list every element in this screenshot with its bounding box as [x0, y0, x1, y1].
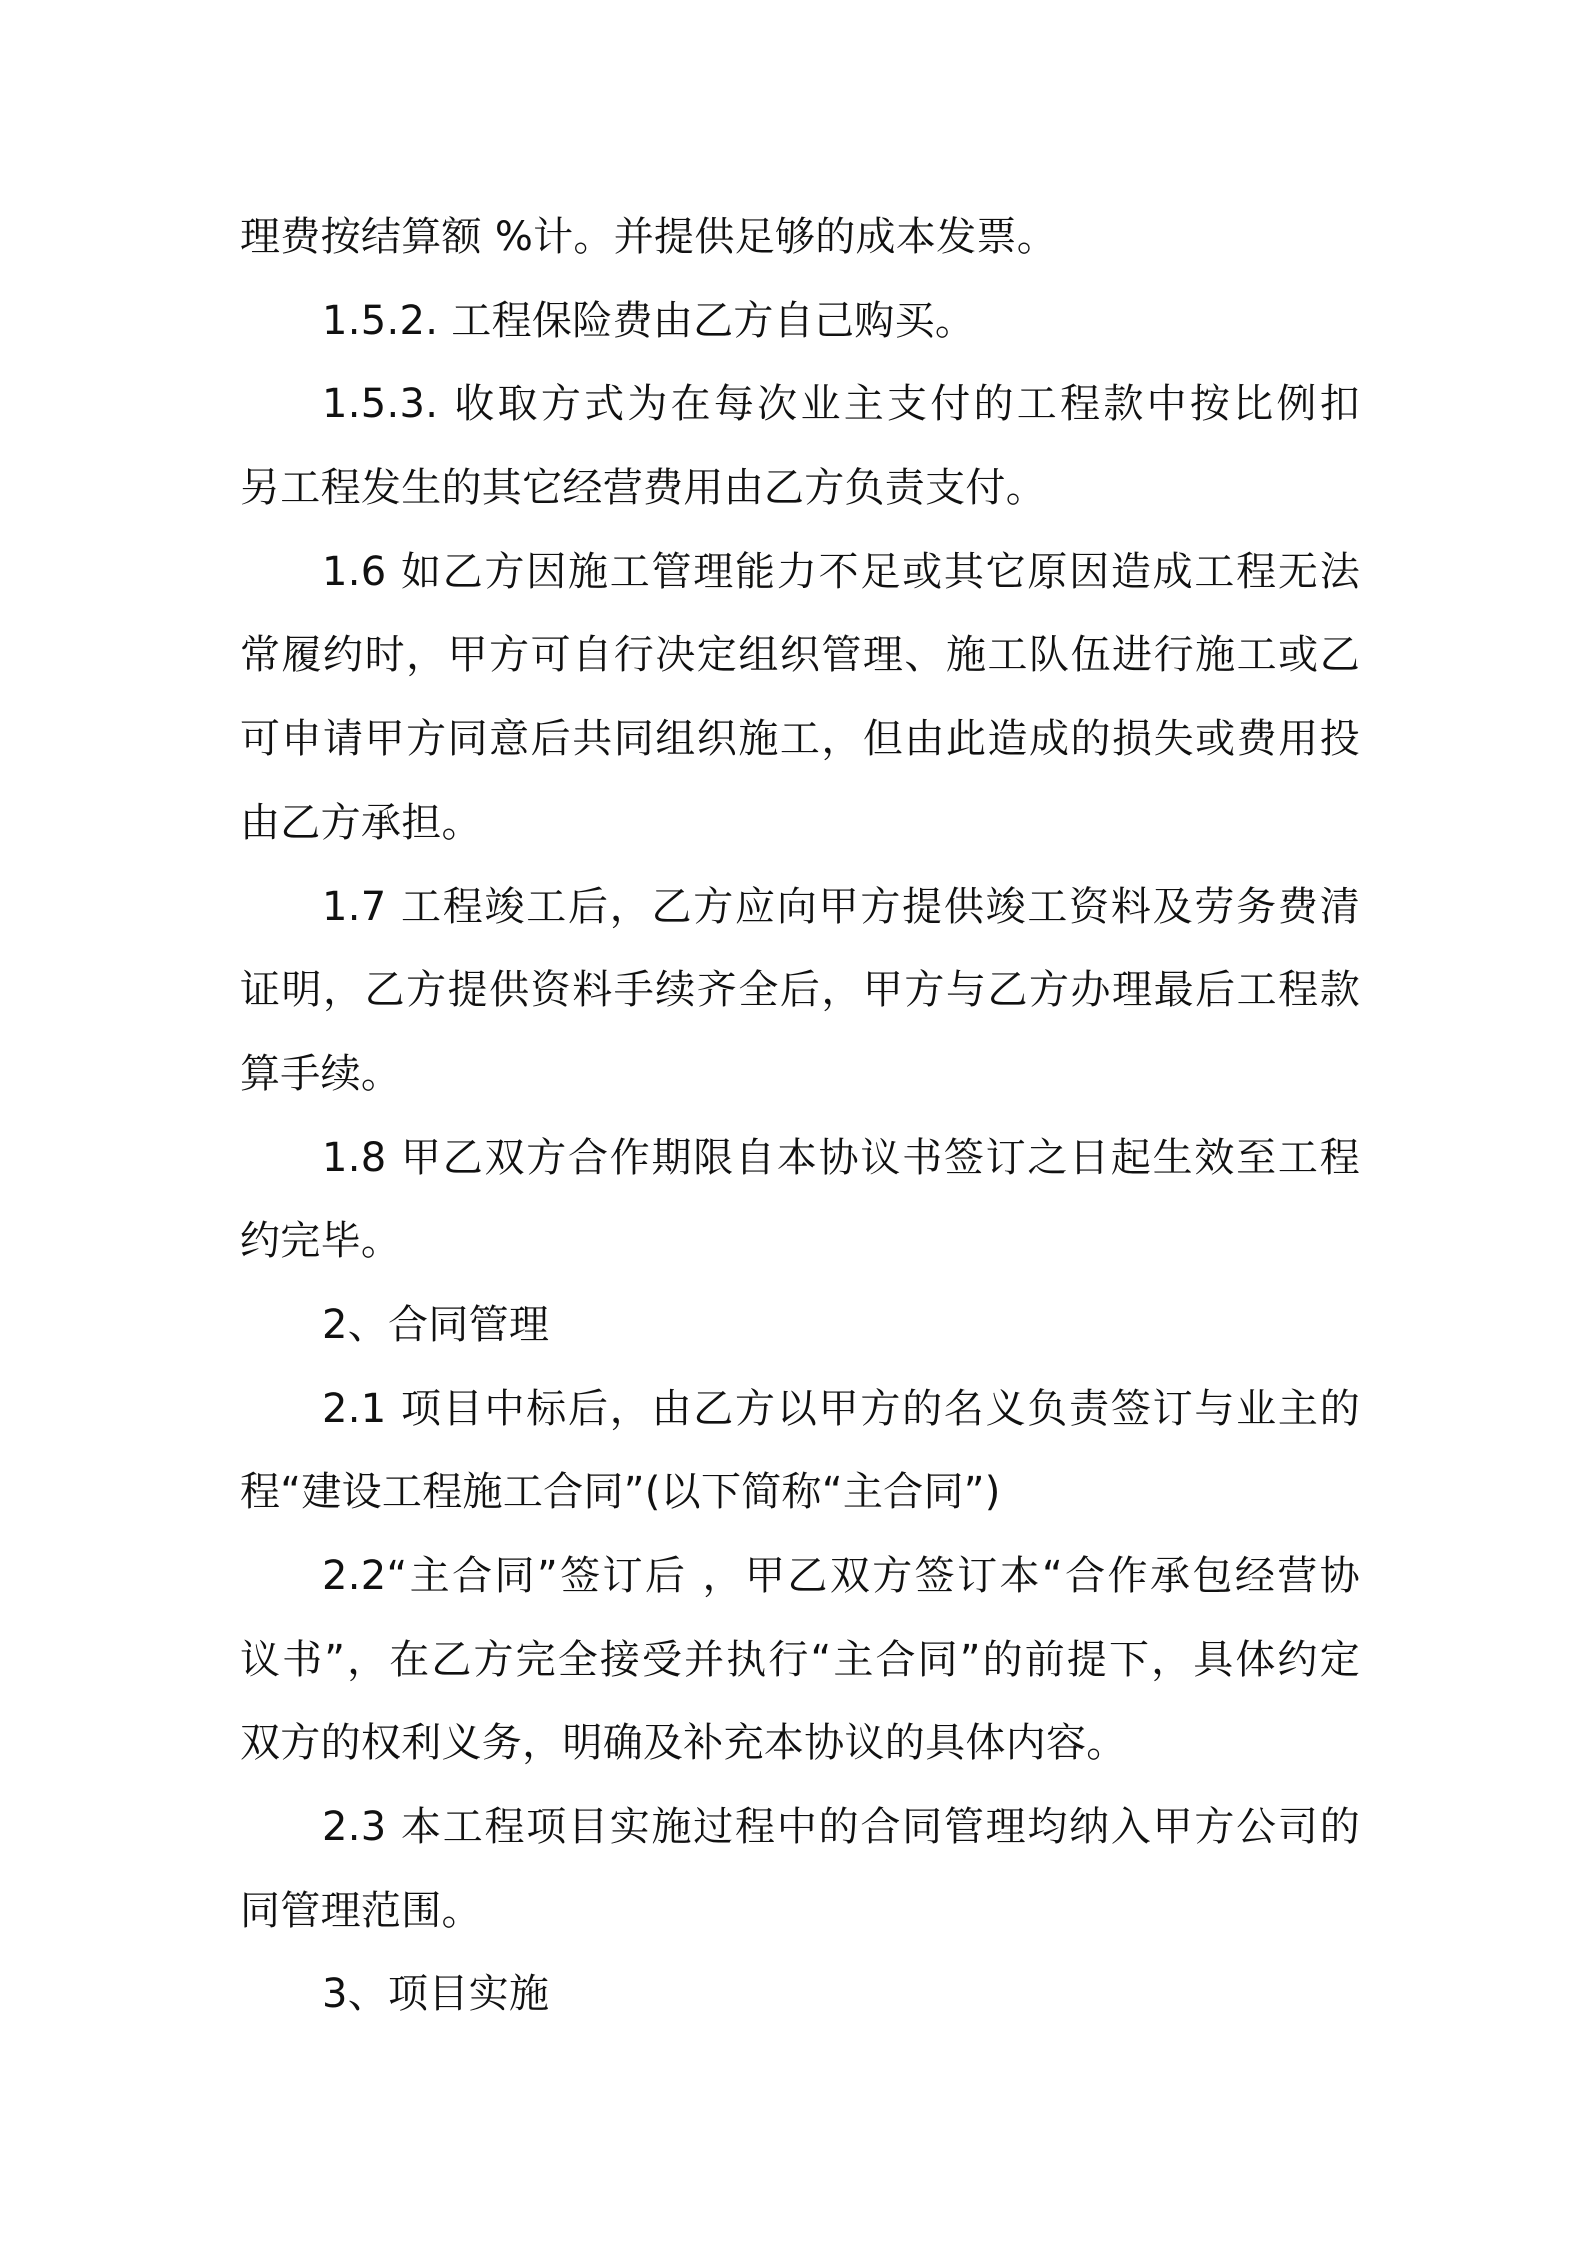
clause-1-5-3: 1.5.3. 收取方式为在每次业主支付的工程款中按比例扣: [322, 381, 1360, 428]
text-line: 由乙方承担。: [240, 799, 482, 846]
text-line: 可申请甲方同意后共同组织施工，但由此造成的损失或费用投: [240, 716, 1360, 763]
clause-2-2: 2.2“主合同”签订后 ，甲乙双方签订本“合作承包经营协: [322, 1553, 1360, 1599]
text-line: 另工程发生的其它经营费用由乙方负责支付。: [240, 465, 1046, 512]
text-line: 议书”，在乙方完全接受并执行“主合同”的前提下，具体约定: [240, 1636, 1360, 1683]
text-line: 程“建设工程施工合同”(以下简称“主合同”): [240, 1469, 1001, 1516]
text-line: 双方的权利义务，明确及补充本协议的具体内容。: [240, 1720, 1127, 1767]
clause-1-5-2: 1.5.2. 工程保险费由乙方自己购买。: [322, 297, 976, 344]
clause-1-6: 1.6 如乙方因施工管理能力不足或其它原因造成工程无法: [322, 548, 1360, 595]
clause-2-3: 2.3 本工程项目实施过程中的合同管理均纳入甲方公司的: [322, 1804, 1360, 1851]
text-line: 约完毕。: [240, 1218, 402, 1265]
text-line: 常履约时，甲方可自行决定组织管理、施工队伍进行施工或乙: [240, 632, 1360, 679]
section-heading-2: 2、合同管理: [322, 1301, 550, 1348]
text-line: 同管理范围。: [240, 1887, 482, 1934]
text-line: 理费按结算额 %计。并提供足够的成本发票。: [240, 214, 1058, 260]
clause-1-7: 1.7 工程竣工后，乙方应向甲方提供竣工资料及劳务费清: [322, 883, 1360, 930]
clause-2-1: 2.1 项目中标后，由乙方以甲方的名义负责签订与业主的: [322, 1385, 1360, 1432]
text-line: 算手续。: [240, 1050, 402, 1097]
document-body: [240, 196, 1360, 2037]
text-line: 证明，乙方提供资料手续齐全后，甲方与乙方办理最后工程款: [240, 967, 1360, 1014]
clause-1-8: 1.8 甲乙双方合作期限自本协议书签订之日起生效至工程: [322, 1134, 1360, 1181]
section-heading-3: 3、项目实施: [322, 1971, 550, 2018]
